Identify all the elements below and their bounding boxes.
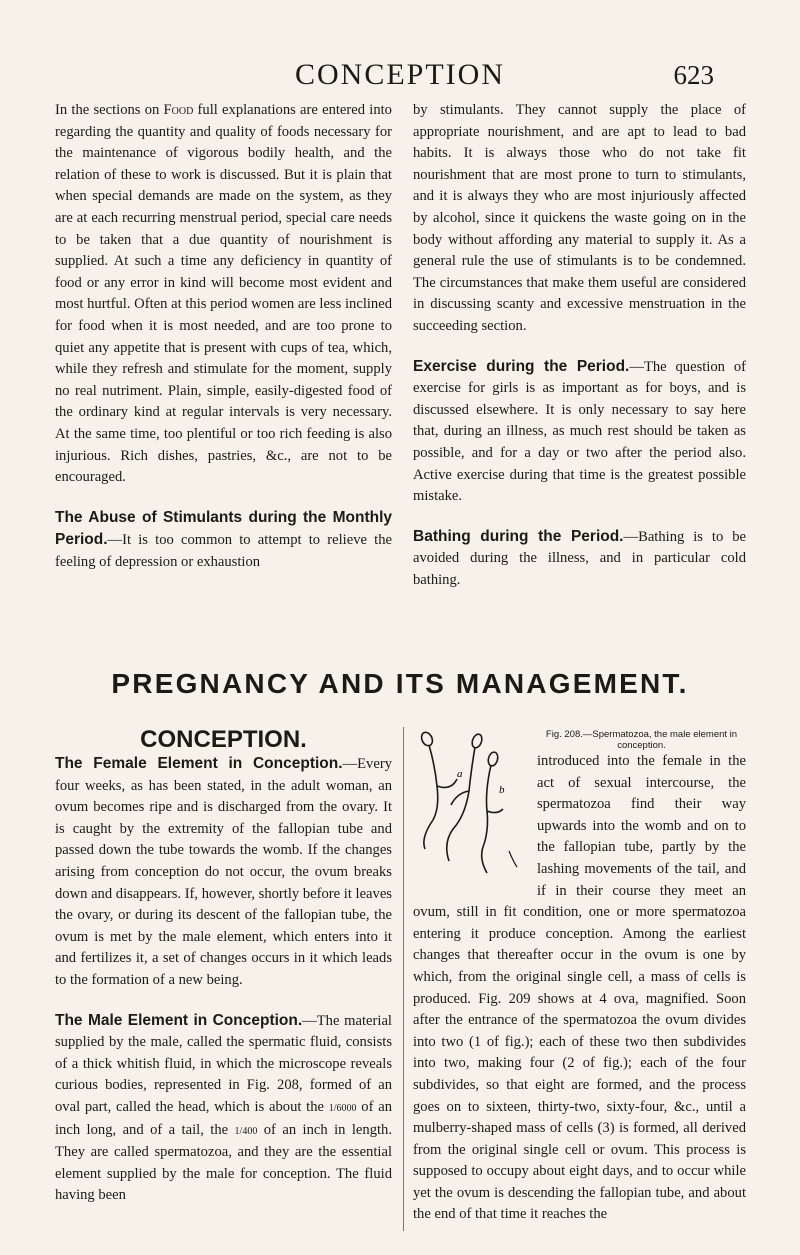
stimulants-heading: The Abuse of Stimulants during the Monthly Period. bbox=[55, 508, 392, 549]
page-number: 623 bbox=[673, 60, 714, 90]
running-title: CONCEPTION bbox=[294, 58, 505, 91]
spermatozoa-illustration bbox=[413, 731, 527, 879]
bathing-heading: Bathing during the Period. bbox=[413, 527, 624, 545]
spermatozoon-head-middle bbox=[470, 733, 483, 749]
spermatozoon-head-right bbox=[487, 751, 499, 767]
top-left-column bbox=[55, 100, 392, 573]
exercise-heading: Exercise during the Period. bbox=[413, 357, 630, 375]
bottom-right-column: a b Fig. 208.—Spermatozoa, the male element in conception. introduced into the female in the act of sexual intercourse, the spermatozoa find their way upwards into the womb and on to the fallopian tube, partly by the lashing movements of the tail, and if in their course they meet an ovum, still in fit condition, one or more spermatozoa entering it produce conception. Among the earliest changes that thereafter occur in the ovum is one by which, from the original single cell, a mass of cells is produced. Fig. 209 shows at 4 ova, magnified. Soon after the entrance of the spermatozoa the ovum divides into two (1 of fig.); each of these two then subdivides into two, making four (2 of fig.); each of the four subdivides, so that eight are formed, and the process goes on to sixteen, thirty-two, sixty-four, &c., until a mulberry-shaped mass of cells (3) is formed, all derived from the original single cell or ovum. This process is supposed to occupy about eight days, and to occur while yet the ovum is descending the fallopian tube, and about the end of that time it reaches the bbox=[413, 729, 746, 1223]
top-right-column bbox=[413, 100, 746, 591]
food-paragraph: In the sections on Food full explanations are entered into regarding the quantity and quality of foods necessary for the maintenance of vigorous bodily health, and the relation of these to work is discussed. But it is plain that when special demands are made on the system, as they are at each recurring menstrual period, special care needs to be taken that a due quantity of nourishment is supplied. At such a time any deficiency in quantity of food or any error in kind will become most evident and most hurtful. Often at this period women are less inclined for food when it is most needed, and are too prone to quiet any appetite that is present with cups of tea, which, while they refresh and stimulate for the moment, supply no real nutriment. Plain, simple, easily-digested food of the ordinary kind at regular intervals is very necessary. At the same time, too plentiful or too rich feeding is also injurious. Rich dishes, pastries, &c., are not to be encouraged. bbox=[55, 102, 392, 486]
stray-tail bbox=[509, 851, 517, 867]
bottom-left-column bbox=[55, 727, 392, 1207]
male-element-paragraph: The Male Element in Conception.—The material supplied by the male, called the spermatic fluid, consists of a thick whitish fluid, in which the microscope reveals curious bodies, represented in Fig. 208, formed of an oval part, called the head, which is about the 1/6000 of an inch long, and of a tail, the 1/400 of an inch in length. They are called spermatozoa, and they are the essential element supplied by the male for conception. The fluid having been bbox=[55, 1011, 392, 1204]
female-element-heading: The Female Element in Conception. bbox=[55, 755, 343, 772]
fraction-head-length: 1/6000 bbox=[328, 1102, 357, 1114]
male-element-heading: The Male Element in Conception. bbox=[55, 1011, 303, 1029]
food-reference: Food bbox=[163, 102, 194, 118]
conception-subheading: CONCEPTION. bbox=[140, 726, 307, 753]
figure-label-a: a bbox=[457, 768, 463, 780]
fraction-tail-length: 1/400 bbox=[234, 1125, 258, 1137]
spermatozoon-bend-c bbox=[487, 809, 503, 813]
exercise-paragraph: Exercise during the Period.—The question of exercise for girls is as important as for boys, and is discussed elsewhere. It is only necessary to say here that, during an illness, as much rest should be taken as possible, and for a day or two after the period also. Active exercise during that time is the greatest possible mistake. bbox=[413, 357, 746, 505]
figure-label-b: b bbox=[499, 784, 505, 796]
stimulants-continued-paragraph: by stimulants. They cannot supply the place of appropriate nourishment, and are apt to lead to bad habits. It is always those who do not take fit nourishment that are most prone to turn to stimulants, and it is always they who are most injuriously affected by alcohol, since it quickens the waste going on in the body without affording any material to supply it. As a general rule the use of stimulants is to be condemned. The circumstances that make them useful are considered in discussing scanty and excessive menstruation in the succeeding section. bbox=[413, 102, 746, 334]
spermatozoon-tail-right bbox=[482, 765, 491, 873]
figure-208 bbox=[413, 731, 527, 879]
bathing-paragraph: Bathing during the Period.—Bathing is to be avoided during the illness, and in particular cold bathing. bbox=[413, 527, 746, 588]
section-title: PREGNANCY AND ITS MANAGEMENT. bbox=[111, 668, 689, 699]
stimulants-paragraph: The Abuse of Stimulants during the Monthly Period.—It is too common to attempt to relieve the feeling of depression or exhaustion bbox=[55, 508, 392, 570]
figure-caption: Fig. 208.—Spermatozoa, the male element in conception. bbox=[545, 729, 738, 751]
spermatozoon-tail-left bbox=[424, 745, 438, 849]
spermatozoon-bend-a bbox=[437, 779, 457, 787]
column-divider bbox=[403, 727, 404, 1231]
running-header bbox=[0, 58, 800, 98]
female-element-paragraph: The Female Element in Conception.—Every four weeks, as has been stated, in the adult woman, an ovum becomes ripe and is discharged from the ovary. It is caught by the extremity of the fallopian tube and passed down the tube towards the womb. If the changes arising from conception do not occur, the ovum breaks down and disappears. If, however, shortly before it leaves the ovary, or during its descent of the fallopian tube, the ovum is met by the male element, which enters into it and fertilizes it, a set of changes occurs in it which leads to the formation of a new being. bbox=[55, 755, 392, 988]
spermatozoon-head-left bbox=[420, 731, 435, 747]
